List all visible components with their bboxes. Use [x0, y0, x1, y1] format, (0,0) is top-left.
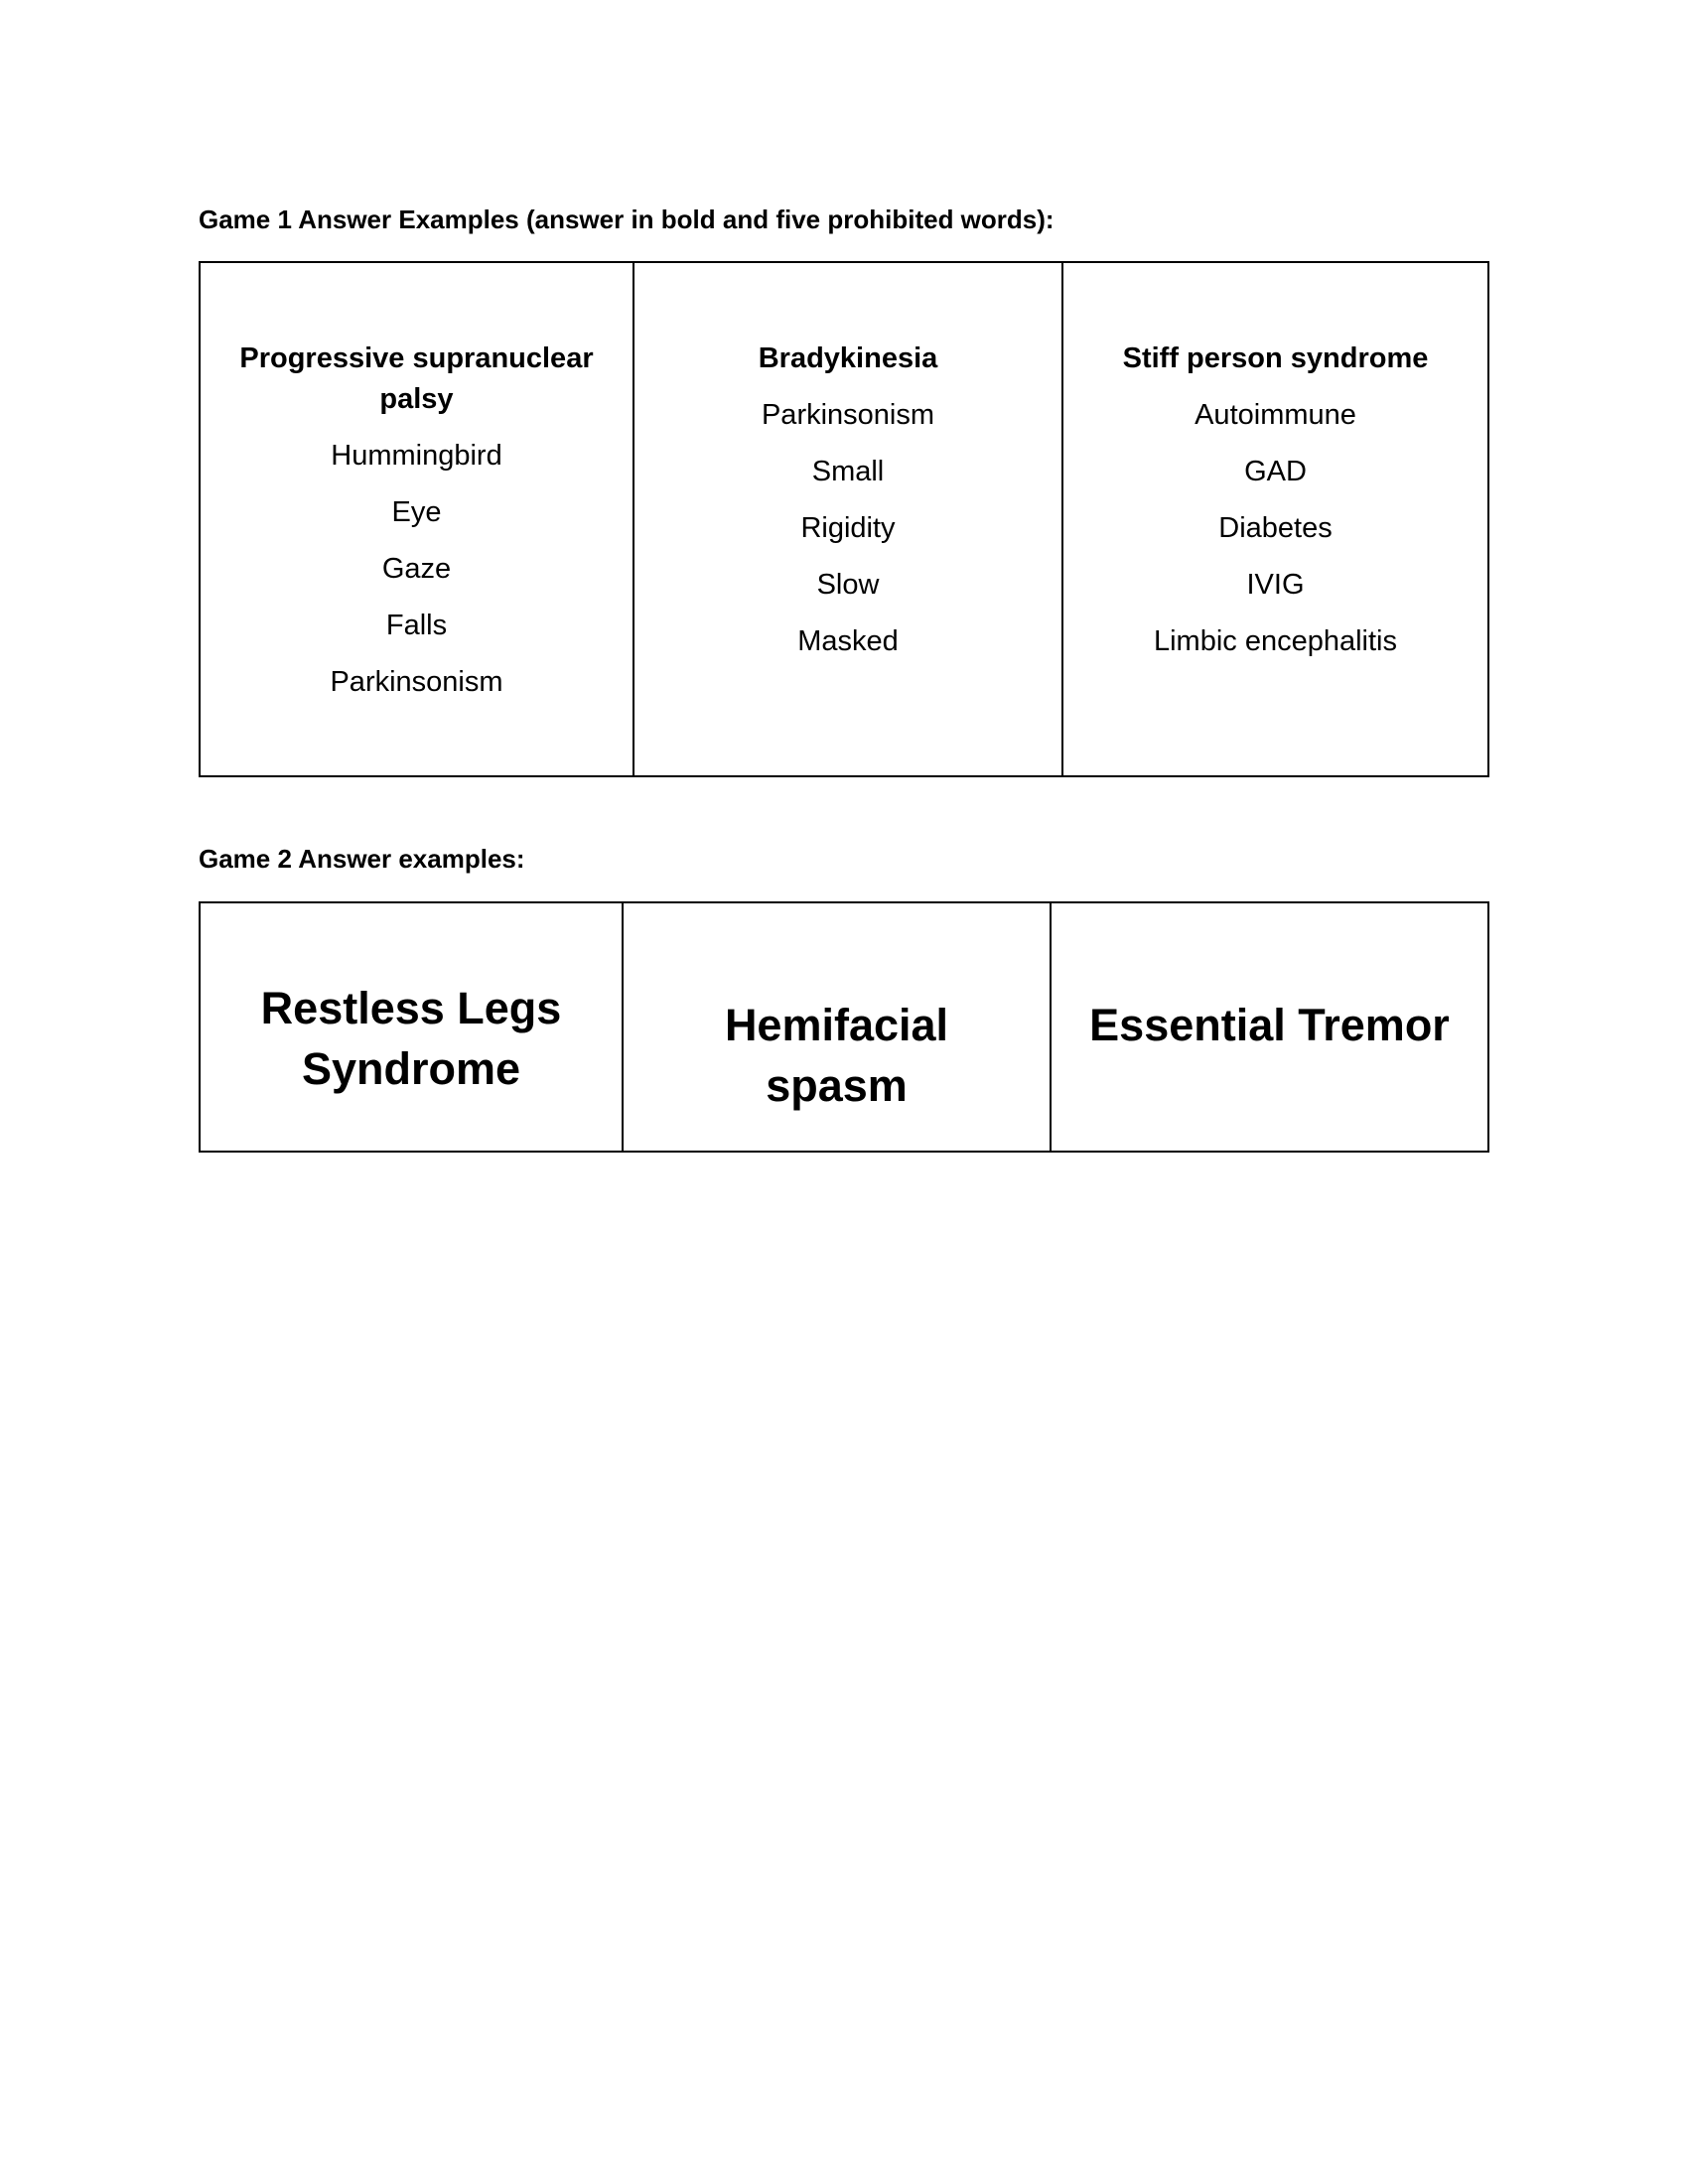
- prohibited-word: Diabetes: [1218, 512, 1333, 544]
- prohibited-word: Falls: [385, 610, 448, 641]
- card-answer: Stiff person syndrome: [1122, 342, 1429, 374]
- game2-table: [199, 901, 1489, 1153]
- prohibited-word: Small: [811, 456, 885, 487]
- card-answer: Restless Legs Syndrome: [260, 982, 562, 1094]
- card-answer: Progressive supranuclear palsy: [239, 342, 594, 415]
- prohibited-word: Eye: [391, 496, 442, 528]
- game1-heading: Game 1 Answer Examples (answer in bold and five prohibited words):: [199, 205, 1055, 234]
- game2-card: [201, 903, 622, 1151]
- prohibited-word: Parkinsonism: [761, 399, 935, 431]
- game1-card: [1061, 263, 1487, 775]
- prohibited-word: IVIG: [1246, 569, 1305, 601]
- prohibited-word: Rigidity: [800, 512, 896, 544]
- card-answer: Hemifacial spasm: [724, 1000, 949, 1111]
- prohibited-word: Hummingbird: [331, 440, 502, 472]
- prohibited-word: Masked: [797, 625, 899, 657]
- prohibited-word: Parkinsonism: [330, 666, 503, 698]
- game2-card: [622, 903, 1050, 1151]
- prohibited-word: Autoimmune: [1195, 399, 1356, 431]
- card-answer: Essential Tremor: [1089, 1000, 1450, 1050]
- prohibited-word: GAD: [1244, 456, 1307, 487]
- prohibited-word: Limbic encephalitis: [1153, 625, 1397, 657]
- card-answer: Bradykinesia: [758, 342, 938, 374]
- game2-card: [1050, 903, 1487, 1151]
- prohibited-word: Slow: [816, 569, 880, 601]
- prohibited-word: Gaze: [381, 553, 452, 585]
- game2-heading: Game 2 Answer examples:: [199, 844, 525, 874]
- game1-table: [199, 261, 1489, 777]
- game1-card: [633, 263, 1061, 775]
- game1-card: [201, 263, 633, 775]
